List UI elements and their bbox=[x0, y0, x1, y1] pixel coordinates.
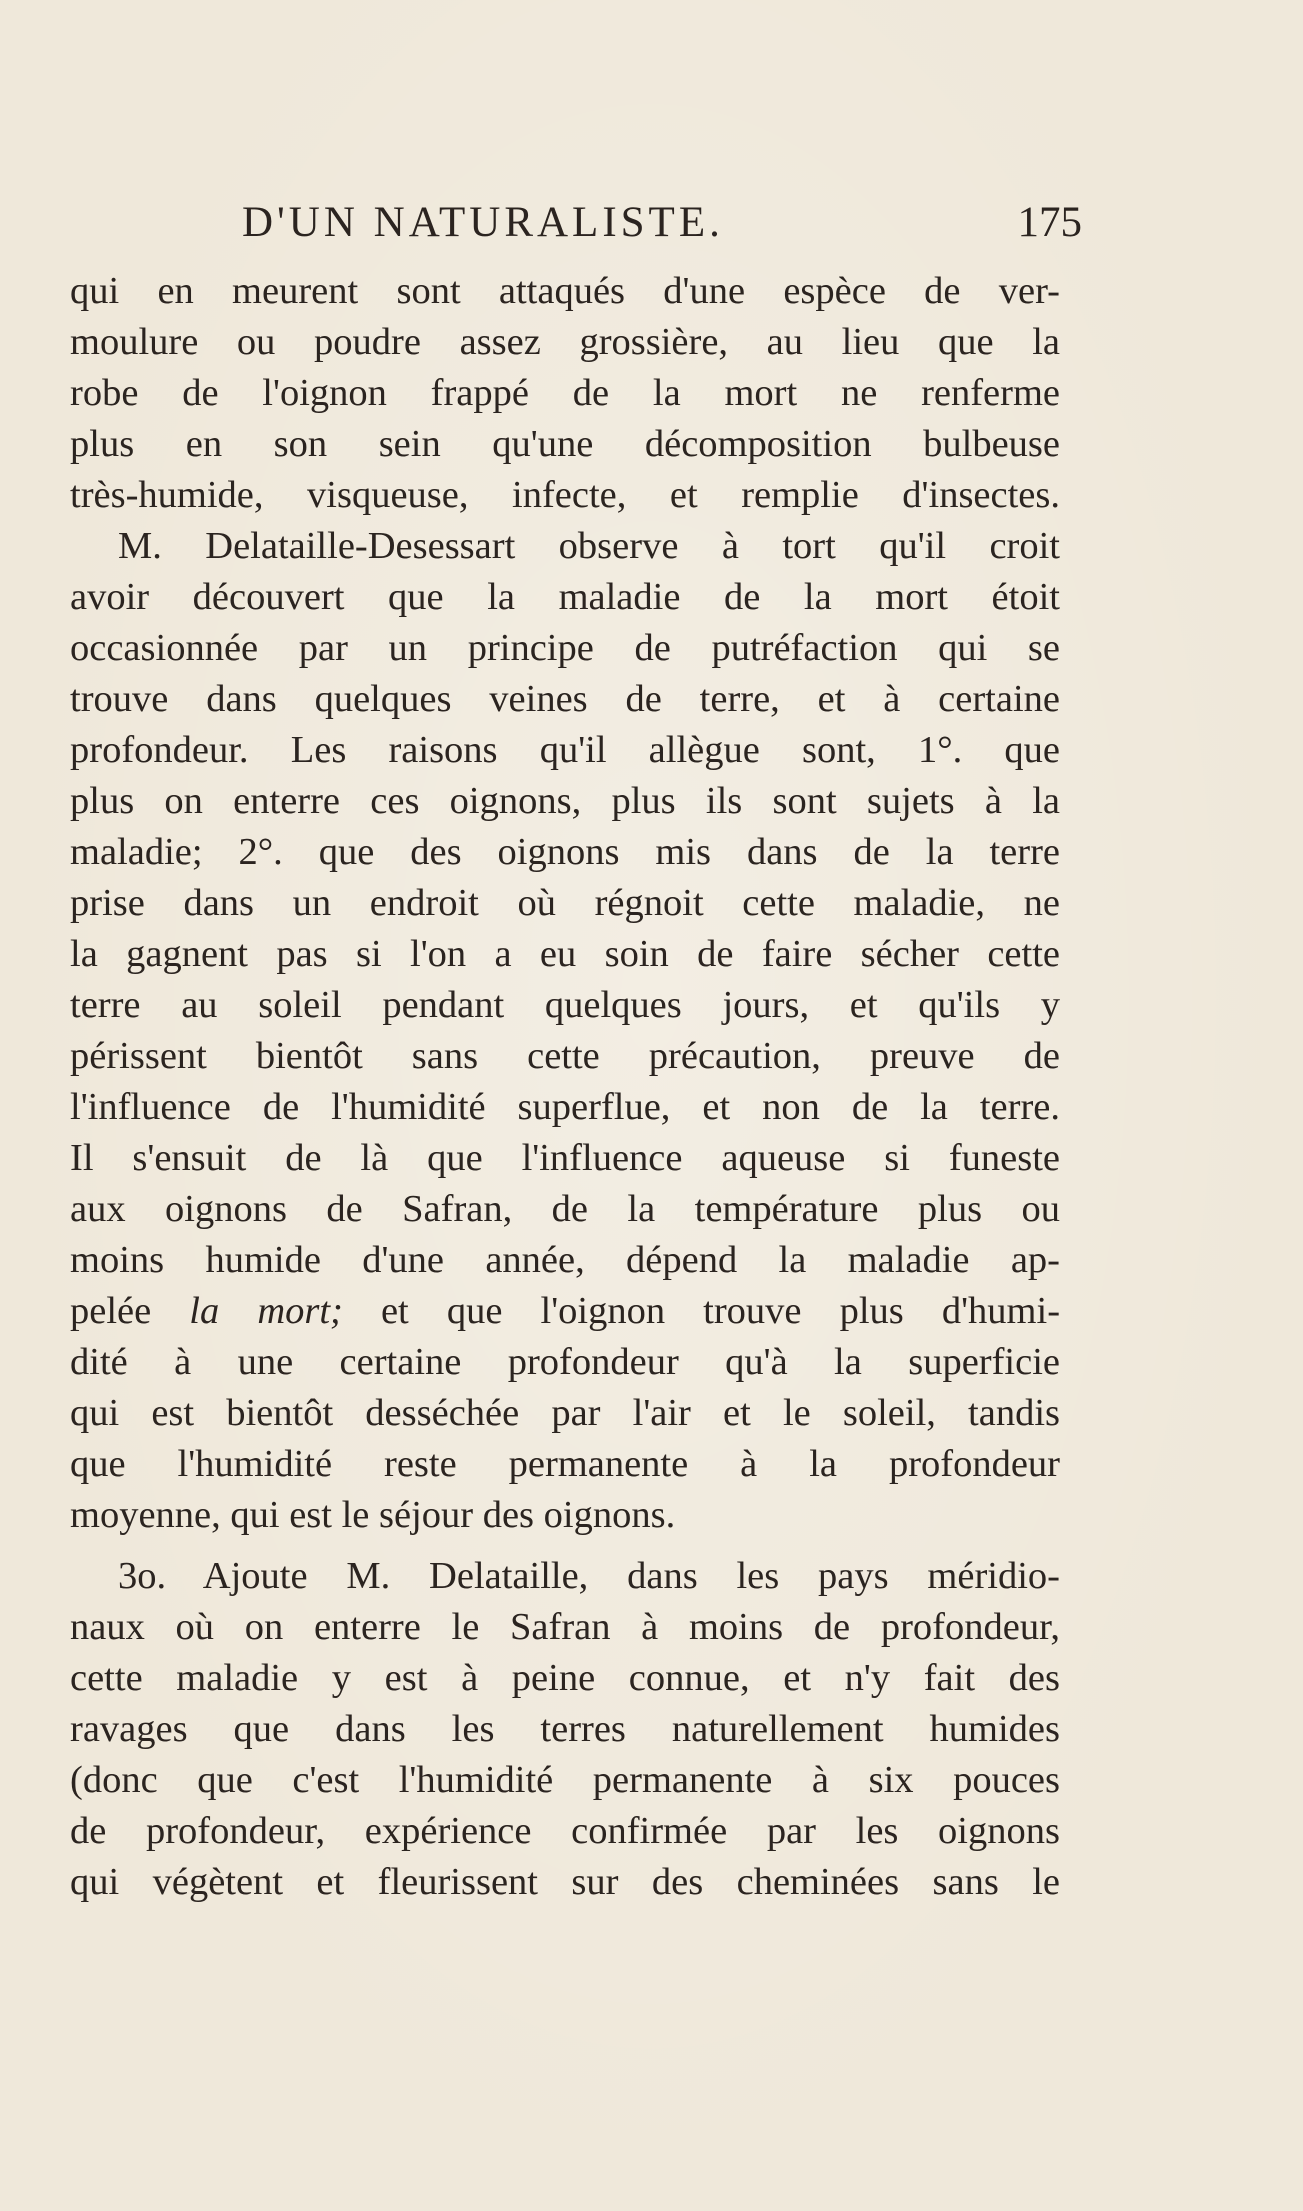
italic-phrase: la mort; bbox=[189, 1290, 343, 1332]
text-line: très-humide, visqueuse, infecte, et remplie d'insectes. bbox=[70, 474, 1060, 516]
text-line: aux oignons de Safran, de la température plus ou bbox=[70, 1188, 1060, 1230]
text-segment: et que l'oignon trouve plus d'humi- bbox=[342, 1290, 1060, 1332]
running-title: D'UN NATURALISTE. bbox=[242, 199, 724, 246]
text-line: plus on enterre ces oignons, plus ils sont sujets à la bbox=[70, 780, 1060, 822]
text-line: que l'humidité reste permanente à la profondeur bbox=[70, 1443, 1060, 1485]
page-number: 175 bbox=[1017, 199, 1082, 246]
text-line: 3o. Ajoute M. Delataille, dans les pays méridio- bbox=[118, 1555, 1060, 1597]
text-line: dité à une certaine profondeur qu'à la superficie bbox=[70, 1341, 1060, 1383]
text-line: occasionnée par un principe de putréfaction qui se bbox=[70, 627, 1060, 669]
text-line: ravages que dans les terres naturellement humides bbox=[70, 1708, 1060, 1750]
text-line: moyenne, qui est le séjour des oignons. bbox=[70, 1494, 676, 1536]
text-line: Il s'ensuit de là que l'influence aqueuse si funeste bbox=[70, 1137, 1060, 1179]
text-line: qui en meurent sont attaqués d'une espèce de ver- bbox=[70, 270, 1060, 312]
text-line: avoir découvert que la maladie de la mort étoit bbox=[70, 576, 1060, 618]
text-line: (donc que c'est l'humidité permanente à six pouces bbox=[70, 1759, 1060, 1801]
text-line: terre au soleil pendant quelques jours, et qu'ils y bbox=[70, 984, 1060, 1026]
page-header bbox=[242, 198, 1082, 258]
text-segment: pelée bbox=[70, 1290, 190, 1332]
text-line: l'influence de l'humidité superflue, et non de la terre. bbox=[70, 1086, 1060, 1128]
text-line: plus en son sein qu'une décomposition bulbeuse bbox=[70, 423, 1060, 465]
text-line: trouve dans quelques veines de terre, et à certaine bbox=[70, 678, 1060, 720]
text-line: M. Delataille-Desessart observe à tort qu'il croit bbox=[118, 525, 1060, 567]
body-text bbox=[70, 266, 1060, 1908]
paragraph-3 bbox=[70, 1551, 1060, 1908]
text-line: maladie; 2°. que des oignons mis dans de la terre bbox=[70, 831, 1060, 873]
text-line: moins humide d'une année, dépend la maladie ap- bbox=[70, 1239, 1060, 1281]
text-line: de profondeur, expérience confirmée par les oignons bbox=[70, 1810, 1060, 1852]
text-line: moulure ou poudre assez grossière, au lieu que la bbox=[70, 321, 1060, 363]
text-line: naux où on enterre le Safran à moins de profondeur, bbox=[70, 1606, 1060, 1648]
paragraph-1 bbox=[70, 266, 1060, 521]
text-line: prise dans un endroit où régnoit cette maladie, ne bbox=[70, 882, 1060, 924]
text-line: cette maladie y est à peine connue, et n'y fait des bbox=[70, 1657, 1060, 1699]
text-line-with-italic bbox=[70, 1286, 1060, 1337]
text-line: périssent bientôt sans cette précaution, preuve de bbox=[70, 1035, 1060, 1077]
paragraph-2 bbox=[70, 521, 1060, 1541]
text-line: profondeur. Les raisons qu'il allègue sont, 1°. que bbox=[70, 729, 1060, 771]
text-line: qui est bientôt desséchée par l'air et le soleil, tandis bbox=[70, 1392, 1060, 1434]
text-line: la gagnent pas si l'on a eu soin de faire sécher cette bbox=[70, 933, 1060, 975]
text-line: robe de l'oignon frappé de la mort ne renferme bbox=[70, 372, 1060, 414]
text-line: qui végètent et fleurissent sur des cheminées sans le bbox=[70, 1861, 1060, 1903]
